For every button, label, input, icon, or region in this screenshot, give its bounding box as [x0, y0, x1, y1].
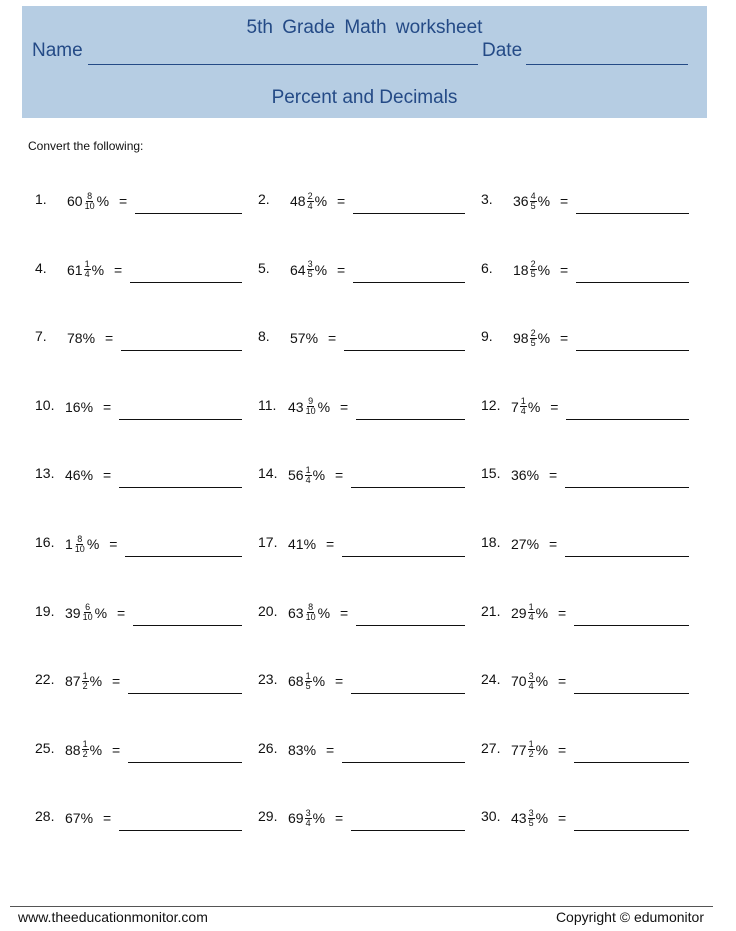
percent-whole: 41	[288, 536, 304, 552]
answer-blank[interactable]	[344, 350, 465, 351]
percent-sign: %	[86, 536, 100, 552]
percent-sign: %	[305, 330, 319, 347]
percent-sign: %	[535, 673, 549, 690]
problem-item	[481, 328, 711, 368]
fraction-numerator: 8	[77, 533, 83, 544]
problem-item	[481, 808, 711, 848]
problem-item	[35, 671, 265, 711]
answer-blank[interactable]	[351, 830, 465, 831]
problem-expression	[65, 461, 111, 489]
answer-blank[interactable]	[121, 350, 242, 351]
problem-item	[481, 397, 711, 437]
percent-sign: %	[82, 330, 96, 347]
equals-sign: =	[550, 398, 559, 415]
problem-number: 29.	[258, 808, 278, 825]
equals-sign: =	[560, 193, 569, 209]
problem-expression	[65, 393, 111, 421]
problem-expression	[288, 667, 343, 695]
percent-whole: 67	[65, 810, 81, 827]
equals-sign: =	[109, 536, 118, 552]
problem-number: 1.	[35, 191, 47, 207]
problem-expression	[288, 393, 348, 421]
percent-sign: %	[312, 810, 326, 827]
equals-sign: =	[335, 467, 344, 484]
problem-number: 24.	[481, 671, 501, 688]
answer-blank[interactable]	[351, 487, 465, 488]
percent-sign: %	[312, 467, 326, 484]
percent-sign: %	[535, 604, 549, 621]
percent-whole: 77	[511, 741, 527, 758]
fraction-numerator: 3	[528, 670, 534, 681]
fraction-denominator: 5	[530, 269, 536, 280]
fraction-numerator: 1	[82, 739, 88, 750]
fraction-numerator: 2	[530, 327, 536, 338]
problem-item	[481, 671, 711, 711]
answer-blank[interactable]	[574, 830, 689, 831]
fraction-numerator: 1	[305, 464, 311, 475]
percent-whole: 43	[511, 810, 527, 827]
percent-whole: 60	[67, 193, 83, 209]
problem-expression	[65, 804, 111, 832]
percent-whole: 87	[65, 673, 81, 690]
percent-whole: 70	[511, 673, 527, 690]
date-field-line	[526, 64, 688, 65]
percent-whole: 46	[65, 467, 81, 484]
percent-sign: %	[526, 536, 540, 552]
fraction-numerator: 1	[305, 670, 311, 681]
percent-fraction	[84, 192, 96, 211]
problem-expression	[511, 804, 566, 832]
percent-sign: %	[96, 193, 110, 209]
percent-sign: %	[535, 810, 549, 827]
answer-blank[interactable]	[356, 419, 465, 420]
problem-number: 5.	[258, 259, 270, 276]
name-label: Name	[32, 40, 83, 61]
answer-blank[interactable]	[351, 693, 465, 694]
percent-whole: 57	[290, 330, 306, 347]
equals-sign: =	[558, 673, 567, 690]
problem-item	[258, 191, 488, 231]
fraction-numerator: 1	[528, 739, 534, 750]
name-field-line	[88, 64, 478, 65]
fraction-denominator: 2	[528, 749, 534, 760]
problem-expression	[288, 804, 343, 832]
percent-whole: 1	[65, 536, 73, 552]
fraction-numerator: 1	[84, 259, 90, 270]
equals-sign: =	[117, 604, 126, 621]
problem-number: 16.	[35, 534, 55, 550]
percent-whole: 29	[511, 604, 527, 621]
percent-fraction	[305, 672, 312, 691]
percent-whole: 18	[513, 261, 529, 278]
percent-fraction	[530, 192, 537, 211]
percent-sign: %	[317, 604, 331, 621]
equals-sign: =	[112, 741, 121, 758]
answer-blank[interactable]	[353, 282, 465, 283]
problem-number: 27.	[481, 739, 501, 756]
problem-expression	[511, 461, 557, 489]
date-label: Date	[482, 40, 523, 61]
equals-sign: =	[549, 536, 558, 552]
problem-expression	[511, 530, 557, 558]
fraction-denominator: 4	[528, 612, 534, 623]
percent-whole: 69	[288, 810, 304, 827]
percent-fraction	[74, 535, 86, 554]
percent-fraction	[82, 672, 89, 691]
fraction-numerator: 1	[520, 396, 526, 407]
problem-number: 4.	[35, 259, 47, 276]
problem-item	[35, 260, 265, 300]
percent-fraction	[82, 603, 94, 622]
problem-number: 28.	[35, 808, 55, 825]
problem-number: 22.	[35, 671, 55, 688]
percent-whole: 98	[513, 330, 529, 347]
fraction-numerator: 6	[85, 602, 91, 613]
equals-sign: =	[103, 398, 112, 415]
percent-whole: 61	[67, 261, 83, 278]
problem-item	[258, 397, 488, 437]
answer-blank[interactable]	[135, 213, 242, 214]
problem-number: 26.	[258, 739, 278, 756]
percent-sign: %	[312, 673, 326, 690]
percent-whole: 63	[288, 604, 304, 621]
problem-item	[35, 191, 265, 231]
problem-expression	[65, 530, 117, 558]
problem-item	[35, 534, 265, 574]
worksheet-header	[22, 6, 707, 118]
problem-expression	[513, 324, 568, 352]
answer-blank[interactable]	[128, 762, 242, 763]
answer-blank[interactable]	[125, 556, 242, 557]
problem-number: 19.	[35, 602, 55, 619]
answer-blank[interactable]	[128, 693, 242, 694]
percent-sign: %	[317, 398, 331, 415]
problem-item	[258, 260, 488, 300]
percent-fraction	[528, 809, 535, 828]
percent-fraction	[520, 397, 527, 416]
problem-expression	[65, 667, 120, 695]
fraction-numerator: 3	[305, 807, 311, 818]
percent-whole: 36	[513, 193, 529, 209]
fraction-numerator: 9	[308, 396, 314, 407]
problem-expression	[511, 736, 566, 764]
answer-blank[interactable]	[342, 762, 465, 763]
problem-number: 2.	[258, 191, 270, 207]
percent-whole: 64	[290, 261, 306, 278]
instructions: Convert the following:	[28, 139, 144, 153]
percent-sign: %	[537, 330, 551, 347]
equals-sign: =	[326, 536, 335, 552]
problem-item	[258, 534, 488, 574]
footer-copyright: Copyright © edumonitor	[555, 909, 704, 925]
percent-whole: 68	[288, 673, 304, 690]
answer-blank[interactable]	[356, 625, 465, 626]
percent-sign: %	[314, 261, 328, 278]
percent-sign: %	[526, 467, 540, 484]
fraction-numerator: 3	[528, 807, 534, 818]
percent-whole: 83	[288, 741, 304, 758]
percent-sign: %	[303, 741, 317, 758]
fraction-numerator: 1	[528, 602, 534, 613]
problem-expression	[288, 736, 334, 764]
problem-item	[481, 603, 711, 643]
problem-item	[35, 740, 265, 780]
percent-whole: 39	[65, 604, 81, 621]
answer-blank[interactable]	[119, 487, 242, 488]
problem-item	[481, 191, 711, 231]
problem-number: 25.	[35, 739, 55, 756]
percent-fraction	[528, 672, 535, 691]
problem-item	[35, 603, 265, 643]
problem-item	[258, 603, 488, 643]
problem-expression	[290, 324, 336, 352]
equals-sign: =	[337, 261, 346, 278]
equals-sign: =	[328, 330, 337, 347]
fraction-denominator: 5	[305, 680, 311, 691]
problem-expression	[288, 599, 348, 627]
answer-blank[interactable]	[574, 625, 689, 626]
answer-blank[interactable]	[353, 213, 465, 214]
fraction-numerator: 1	[82, 670, 88, 681]
equals-sign: =	[105, 330, 114, 347]
percent-whole: 43	[288, 398, 304, 415]
problem-number: 13.	[35, 465, 55, 482]
percent-whole: 36	[511, 467, 527, 484]
percent-whole: 78	[67, 330, 83, 347]
problem-expression	[513, 256, 568, 284]
percent-whole: 16	[65, 398, 81, 415]
answer-blank[interactable]	[130, 282, 242, 283]
problem-number: 21.	[481, 602, 501, 619]
equals-sign: =	[103, 467, 112, 484]
problem-expression	[65, 736, 120, 764]
percent-whole: 56	[288, 467, 304, 484]
problem-number: 8.	[258, 328, 270, 345]
fraction-numerator: 2	[530, 259, 536, 270]
percent-whole: 27	[511, 536, 527, 552]
fraction-denominator: 5	[528, 817, 534, 828]
answer-blank[interactable]	[574, 762, 689, 763]
fraction-numerator: 2	[307, 190, 313, 201]
problem-number: 12.	[481, 396, 501, 413]
percent-sign: %	[80, 467, 94, 484]
percent-sign: %	[303, 536, 317, 552]
fraction-denominator: 4	[305, 817, 311, 828]
equals-sign: =	[335, 810, 344, 827]
fraction-denominator: 2	[82, 749, 88, 760]
problem-number: 18.	[481, 534, 501, 550]
percent-fraction	[307, 260, 314, 279]
percent-fraction	[530, 260, 537, 279]
problem-expression	[513, 187, 568, 215]
percent-sign: %	[537, 261, 551, 278]
equals-sign: =	[558, 604, 567, 621]
fraction-numerator: 3	[307, 259, 313, 270]
percent-fraction	[528, 603, 535, 622]
problem-number: 10.	[35, 396, 55, 413]
fraction-denominator: 10	[84, 200, 95, 211]
answer-blank[interactable]	[576, 282, 689, 283]
problem-item	[258, 465, 488, 505]
problem-number: 7.	[35, 328, 47, 345]
footer-divider	[10, 906, 713, 907]
equals-sign: =	[560, 330, 569, 347]
problem-expression	[290, 256, 345, 284]
answer-blank[interactable]	[565, 487, 689, 488]
worksheet-title: 5th Grade Math worksheet	[246, 17, 483, 38]
percent-fraction	[305, 809, 312, 828]
percent-fraction	[530, 329, 537, 348]
problem-item	[35, 808, 265, 848]
problem-number: 17.	[258, 534, 278, 550]
percent-sign: %	[80, 810, 94, 827]
problem-number: 9.	[481, 328, 493, 345]
problem-number: 15.	[481, 465, 501, 482]
problem-number: 3.	[481, 191, 493, 207]
equals-sign: =	[337, 193, 346, 209]
problem-item	[35, 397, 265, 437]
equals-sign: =	[340, 398, 349, 415]
name-date-row	[32, 40, 697, 70]
fraction-numerator: 8	[308, 602, 314, 613]
problem-item	[481, 465, 711, 505]
equals-sign: =	[114, 261, 123, 278]
percent-fraction	[305, 603, 317, 622]
problem-item	[258, 328, 488, 368]
percent-whole: 88	[65, 741, 81, 758]
answer-blank[interactable]	[576, 350, 689, 351]
fraction-denominator: 5	[530, 200, 536, 211]
percent-fraction	[305, 397, 317, 416]
problem-item	[258, 740, 488, 780]
percent-fraction	[84, 260, 91, 279]
problem-expression	[288, 530, 334, 558]
problem-number: 11.	[258, 396, 277, 413]
percent-fraction	[307, 192, 314, 211]
footer-website: www.theeducationmonitor.com	[18, 909, 208, 925]
problem-expression	[511, 667, 566, 695]
percent-sign: %	[314, 193, 328, 209]
problem-expression	[511, 393, 558, 421]
percent-fraction	[528, 740, 535, 759]
equals-sign: =	[119, 193, 128, 209]
problem-expression	[290, 187, 345, 215]
problem-expression	[511, 599, 566, 627]
fraction-denominator: 10	[82, 612, 93, 623]
answer-blank[interactable]	[566, 419, 689, 420]
percent-fraction	[82, 740, 89, 759]
equals-sign: =	[103, 810, 112, 827]
fraction-denominator: 10	[305, 612, 316, 623]
equals-sign: =	[558, 741, 567, 758]
percent-sign: %	[80, 398, 94, 415]
equals-sign: =	[549, 467, 558, 484]
percent-sign: %	[527, 398, 541, 415]
answer-blank[interactable]	[565, 556, 689, 557]
percent-sign: %	[94, 604, 108, 621]
problem-number: 23.	[258, 671, 278, 688]
answer-blank[interactable]	[119, 419, 242, 420]
equals-sign: =	[112, 673, 121, 690]
problem-expression	[65, 599, 125, 627]
fraction-denominator: 4	[528, 680, 534, 691]
equals-sign: =	[326, 741, 335, 758]
fraction-denominator: 4	[520, 406, 526, 417]
fraction-denominator: 5	[307, 269, 313, 280]
answer-blank[interactable]	[342, 556, 465, 557]
percent-sign: %	[89, 741, 103, 758]
problem-number: 30.	[481, 808, 501, 825]
fraction-denominator: 5	[530, 337, 536, 348]
problem-item	[481, 534, 711, 574]
problem-item	[481, 260, 711, 300]
percent-sign: %	[537, 193, 551, 209]
equals-sign: =	[560, 261, 569, 278]
problem-item	[258, 671, 488, 711]
answer-blank[interactable]	[576, 213, 689, 214]
problem-expression	[288, 461, 343, 489]
fraction-denominator: 2	[82, 680, 88, 691]
percent-whole: 48	[290, 193, 306, 209]
percent-sign: %	[535, 741, 549, 758]
percent-fraction	[305, 466, 312, 485]
fraction-denominator: 10	[74, 543, 85, 554]
problem-expression	[67, 324, 113, 352]
fraction-denominator: 4	[305, 474, 311, 485]
problem-item	[258, 808, 488, 848]
fraction-denominator: 10	[305, 406, 316, 417]
fraction-denominator: 4	[307, 200, 313, 211]
problem-number: 20.	[258, 602, 278, 619]
fraction-numerator: 8	[87, 190, 93, 201]
equals-sign: =	[340, 604, 349, 621]
answer-blank[interactable]	[133, 625, 242, 626]
percent-sign: %	[91, 261, 105, 278]
fraction-numerator: 4	[530, 190, 536, 201]
answer-blank[interactable]	[574, 693, 689, 694]
problem-expression	[67, 187, 127, 215]
equals-sign: =	[558, 810, 567, 827]
percent-sign: %	[89, 673, 103, 690]
problem-expression	[67, 256, 122, 284]
problem-item	[481, 740, 711, 780]
worksheet-subtitle: Percent and Decimals	[271, 87, 458, 108]
answer-blank[interactable]	[119, 830, 242, 831]
problem-number: 6.	[481, 259, 493, 276]
problem-item	[35, 328, 265, 368]
fraction-denominator: 4	[84, 269, 90, 280]
problem-item	[35, 465, 265, 505]
problem-number: 14.	[258, 465, 278, 482]
percent-whole: 7	[511, 398, 519, 415]
equals-sign: =	[335, 673, 344, 690]
